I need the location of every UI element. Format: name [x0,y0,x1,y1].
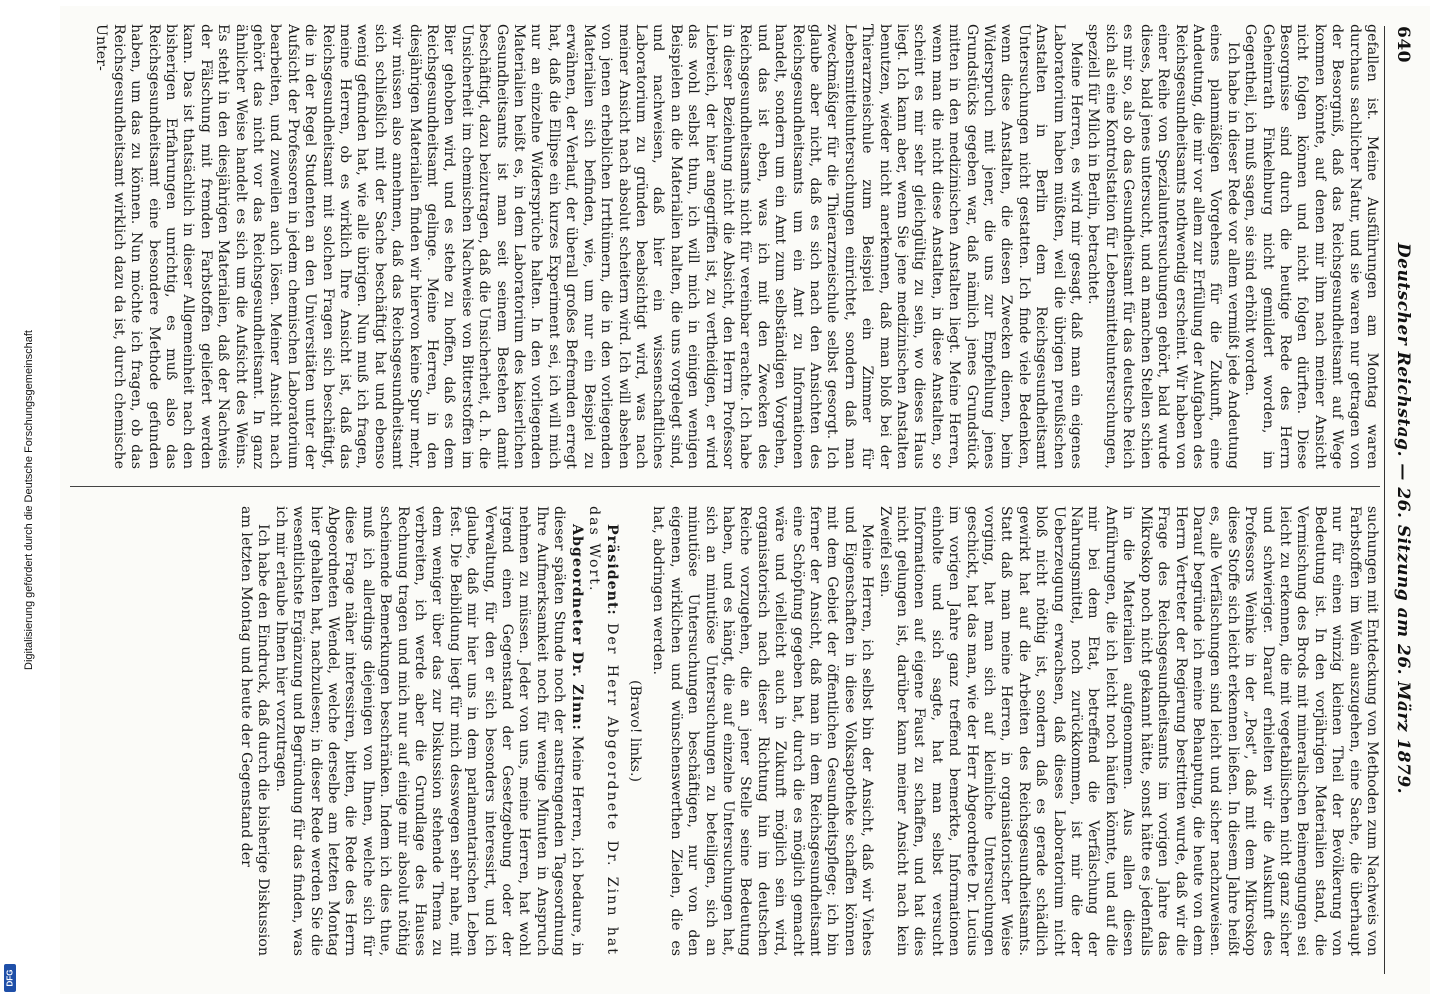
page-number: 640 [1393,26,1413,63]
applause-note: (Bravo! links.) [626,679,643,783]
paragraph: suchungen mit Entdeckung von Methoden zum Nachweis von Farbstoffen im Wein auszugehen, eine Sache, die überhaupt nur für einen winzig kleinen Theil der Bevölkerung von Bedeutung ist. In den vorjährigen Materialien stand, die Vermischung des Brods mit mineralischen Beimengungen sei leicht zu erkennen, die mit vegetabilischen nicht ganz sicher und schwieriger. Darauf erhielten wir die Auskunft des Professors Weinke in der „Post", daß mit dem Mikroskop diese Stoffe sich leicht erkennen ließen. In diesem Jahre heißt es, alle Verfälschungen sind leicht und sicher nachzuweisen. Darauf begründe ich meine Behauptung, die heute von dem Herrn Vertreter der Regierung bestritten wurde, daß wir die Frage des Reichsgesundheitsamts im vorigen Jahre das Mikroskop noch nicht gekannt hätte, sonst hätte es jedenfalls in die Materialien aufgenommen. Aus allen diesen Anführungen, die ich leicht noch häufen könnte, und auf die mir bei dem Etat, betreffend die Verfälschung der Nahrungsmittel, noch zurückkommen, ist mir die der Ueberzeugung erwachsen, daß dieses Laboratorium nicht bloß nicht nöthig ist, sondern daß es gerade schädlich gewirkt hat auf die Arbeiten des Reichsgesundheitsamts. Statt daß man meine Herren, in organisatorischer Weise vorging, hat man sich auf kleinliche Untersuchungen geschickt, hat das man, wie der Herr Abgeordnete Dr. Lucius im vorigen Jahre ganz treffend bemerkte, Informationen einholte und sich sagte, hat man selbst versucht Informationen auf eigene Faust zu schaffen, und hat dies nicht gelungen ist, darüber kann meiner Ansicht nach kein Zweifel sein. [876,506,1380,956]
column-divider [70,486,1380,487]
paragraph: Ich habe in dieser Rede vor allem vermißt jede Andeutung eines planmäßigen Vorgehens für die Zukunft, eine Andeutung, die mir vor allem zur Erfüllung der Aufgaben des Reichsgesundheitsamts nothwendig erscheint. Wir haben von einer Reihe von Spezialuntersuchungen gehört, bald wurde dieses, bald jenes untersucht, und an manchen Stellen schien es mir so, als ob das Gesundheitsamt für das deutsche Reich sich als eine Kontrolstation für Lebensmitteluntersuchungen, speziell für Milch in Berlin, betrachtet. [1085,24,1241,469]
president-text: Der Herr Abgeordnete Dr. Zinn hat das Wort. [586,506,620,956]
page-header [1386,26,1420,974]
page-title: Deutscher Reichstag. — 26. Sitzung am 26. März 1879. [1393,242,1413,795]
paragraph: gefallen ist. Meine Ausführungen am Montag waren durchaus sachlicher Natur, und sie waren nur getragen von der Besorgniß, daß das Reichsgesundheitsamt auf Wege kommen könnte, auf denen mir ihm nach meiner Ansicht nicht folgen können und nicht folgen dürften. Diese Besorgnisse sind durch die heutige Rede des Herrn Geheimrath Finkelnburg nicht gemildert worden, im Gegentheil, ich muß sagen, sie sind erhöht worden. [1242,24,1380,469]
digitization-note: Digitalisierung gefördert durch die Deutsche Forschungsgemeinschaft [23,330,35,670]
speaker-paragraph [271,506,584,956]
digitization-footer [0,0,58,1000]
rotated-page-content [60,6,1430,994]
dfg-logo-text: DFG [5,969,15,987]
president-label: Präsident: [603,524,620,616]
left-column [70,24,1380,469]
newspaper-page [60,6,1430,994]
paragraph: Meine Herren, ich selbst bin der Ansicht, daß wir Viehes und Eigenschaften in diese Volksapotheke schaffen können mit dem Gebiet der öffentlichen Gesundheitspflege; ich bin ferner der Ansicht, daß man in dem Reichsgesundheitsamt eine Schöpfung gegeben hat, durch die es möglich gemacht wäre und vielleicht auch in Zukunft möglich sein wird, organisatorisch nach dieser Richtung hin im deutschen Reiche vorzugehen, die an jener Stelle seine Bedeutung haben, und es hängt, die auf einzelne Untersuchungen hat, sich an minutiöse Untersuchungen zu beteiligen, sich an minutiöse Untersuchungen beschäftigen, nur von den eigenen, wirklichen und wünschenswerthen Zielen, die es hat, abdringen werden. [650,506,876,956]
speaker-text: Meine Herren, ich bedaure, in dieser späten Stunde noch der anstrengenden Tagesordnung Ihre Aufmerksamkeit noch für wenige Minuten in Anspruch nehmen zu müssen. Jeder von uns, meine Herren, hat wohl irgend einen Gegenstand der Gesetzgebung oder der Verwaltung, für den er sich besonders interessirt, und ich glaube, daß mir hier uns in dem parlamentarischen Leben fest. Die Beibildung liegt für mich desswegen sehr nahe, mit dem weniger über das zur Diskussion stehende Thema zu verbreiten, ich werde aber die Grundlage des Hauses Rechnung tragen und mich nur auf einige mir absolut nöthig scheinende Bemerkungen beschränken. Indem ich dies thue, muß ich allerdings diejenigen von Ihnen, welche sich für diese Frage näher interessiren, bitten, die Rede des Herrn Abgeordneten Wendel, welche derselbe am letzten Montag hier gehalten hat, nachzulesen; in dieser Rede werden Sie die wesentlichste Ergänzung und Begründung für das finden, was ich mir erlaube Ihnen hier vorzutragen. [272,506,585,956]
right-column [70,506,1380,956]
president-paragraph [585,506,620,956]
speaker-label: Abgeordneter Dr. Zinn: [568,524,585,731]
dfg-logo [4,964,16,992]
header-rule [1384,26,1385,974]
paragraph: Meine Herren, es wird mir gesagt, daß man ein eigenes Laboratorium haben müßten, weil die übrigen preußischen Anstalten in Berlin dem Reichsgesundheitsamt Untersuchungen nicht gestatten. Ich finde viele Bedenken, wenn diese Anstalten, die diesen Zwecken dienen, beim Widerspruch mit jener, die uns zur Empfehlung jenes Grundstücks gegeben war, daß nämlich jenes Grundstück mitten in den medizinischen Anstalten liegt. Meine Herren, wenn man die nicht diese Anstalten, in diese Anstalten, so scheint es mir sehr gleichgültig zu sein, wo dieses Haus liegt. Ich kann aber, wenn Sie jene medizinischen Anstalten benutzen, wieder nicht anerkennen, daß man bloß bei der Thierarzneischule zum Beispiel ein Zimmer für Lebensmitteluntersuchungen einrichtet, sondern daß man zweckmäßiger für die Thierarzneischule selbst gesorgt. Ich glaube aber nicht, daß es sich nach den Ansichten des Reichsgesundheitsamts um ein Amt zu Informationen handelt, sondern um ein Amt zum selbständigen Vorgehen, und das ist eben, was ich mit den Zwecken des Reichsgesundheitsamts nicht für vereinbar erachte. Ich habe in dieser Beziehung nicht die Absicht, den Herrn Professor Liebreich, der hier angegriffen ist, zu vertheidigen, er wird das wohl selbst thun, ich will mich in einigen wenigen Beispielen an die Materialien halten, die uns vorgelegt sind, und nachweisen, daß hier ein wissenschaftliches Laboratorium zu gründen beabsichtigt wird, was nach meiner Ansicht nach absolut scheitern wird. Ich will absehen von jenen erheblichen Irrthümern, die in den vorliegenden Materialien sich befinden, wie, um nur ein Beispiel zu erwähnen, der Verlauf, der überall großes Befremden erregt hat, daß die Ellipse ein kurzes Experiment sei, ich will mich nur an einzelne Widersprüche halten. In den vorliegenden Materialien heißt es, in dem Laboratorium des kaiserlichen Gesundheitsamts ist man seit seinem Bestehen damit beschäftigt, dazu beizutragen, daß die Unsicherheit, d. h. die Unsicherheit im chemischen Nachweise von Bitterstoffen im Bier gehoben wird, und es stehe zu hoffen, daß es dem Reichsgesundheitsamt gelinge. Meine Herren, in den diesjährigen Materialien finden wir hiervon keine Spur mehr, wir müssen also annehmen, daß das Reichsgesundheitsamt sich schließlich mit der Sache beschäftigt hat und ebenso wenig gefunden hat, wie alle übrigen. Nun muß ich fragen, meine Herren, ob es wirklich Ihre Ansicht ist, daß das Reichsgesundheitsamt mit solchen Fragen sich beschäftigt, die in der Regel Studenten an den Universitäten unter der Aufsicht der Professoren in jedem chemischen Laboratorium bearbeiten, und zuweilen auch lösen. Meiner Ansicht nach gehört das nicht vor das Reichsgesundheitsamt. In ganz ähnlicher Weise handelt es sich um die Aufsicht des Weins. Es steht in den diesjährigen Materialien, daß der Nachweis der Fälschung mit fremden Farbstoffen geliefert werden kann. Das ist thatsächlich in dieser Allgemeinheit nach den bisherigen Erfahrungen unrichtig, es muß also das Reichsgesundheitsamt eine besondere Methode gefunden haben, um das zu können. Nun möchte ich fragen, ob das Reichsgesundheitsamt wirklich dazu da ist, durch chemische Unter- [93,24,1085,469]
paragraph: Ich habe den Eindruck, daß durch die bisherige Diskussion am letzten Montag und heute der Gegenstand der [238,506,272,956]
